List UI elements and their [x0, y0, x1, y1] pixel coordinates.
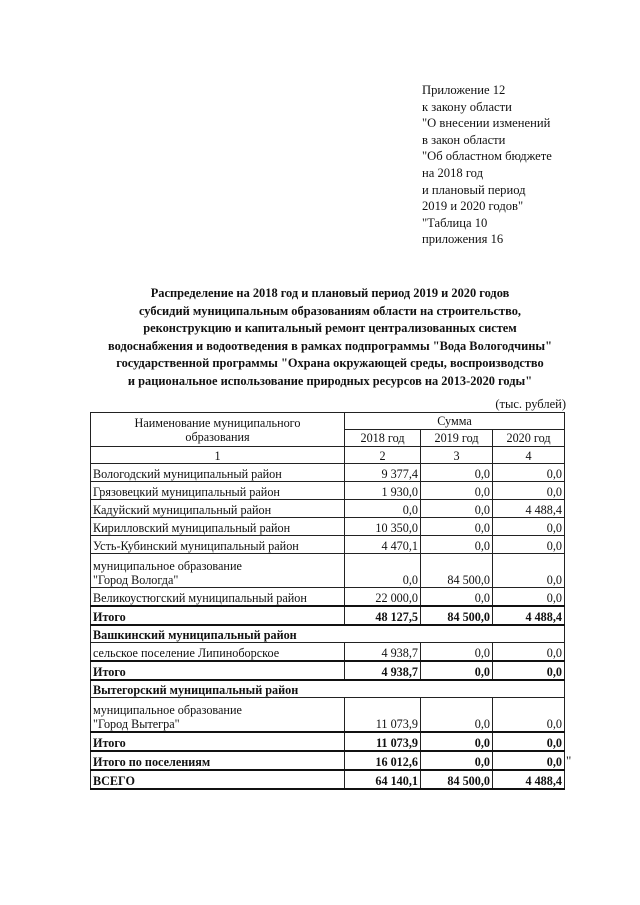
row-name: сельское поселение Липиноборское — [91, 643, 345, 662]
appendix-line: "Таблица 10 — [422, 215, 488, 230]
appendix-line: Приложение 12 — [422, 83, 506, 97]
value-2018: 9 377,4 — [345, 464, 421, 482]
header-year: 2020 год — [493, 430, 565, 447]
title-line: и рациональное использование природных ресурсов на 2013-2020 годы" — [127, 373, 533, 388]
appendix-block — [422, 82, 622, 248]
value-2020: 0,0 — [493, 588, 565, 607]
value-2019: 0,0 — [421, 518, 493, 536]
value-2020: 4 488,4 — [493, 500, 565, 518]
document-title — [60, 285, 600, 390]
row-name: Кирилловский муниципальный район — [91, 518, 345, 536]
value-2020: 0,0 — [493, 751, 565, 770]
value-2018: 22 000,0 — [345, 588, 421, 607]
appendix-line: приложения 16 — [422, 232, 504, 247]
col-index: 1 — [91, 447, 345, 464]
table-row — [91, 464, 565, 482]
col-index: 2 — [345, 447, 421, 464]
value-2020: 0,0 — [493, 518, 565, 536]
appendix-line: и плановый период — [422, 182, 526, 197]
value-2020: 0,0 — [493, 482, 565, 500]
value-2020: 0,0 — [493, 661, 565, 680]
subsidy-table — [90, 412, 565, 790]
value-2019: 0,0 — [421, 751, 493, 770]
value-2018: 4 938,7 — [345, 661, 421, 680]
row-name: Итого — [91, 732, 345, 751]
subtotal-row — [91, 732, 565, 751]
value-2020: 0,0 — [493, 698, 565, 733]
table-row — [91, 500, 565, 518]
row-name: Кадуйский муниципальный район — [91, 500, 345, 518]
value-2018: 11 073,9 — [345, 698, 421, 733]
value-2019: 0,0 — [421, 464, 493, 482]
row-name: Итого — [91, 661, 345, 680]
value-2018: 1 930,0 — [345, 482, 421, 500]
row-name: Великоустюгский муниципальный район — [91, 588, 345, 607]
appendix-line: "О внесении изменений — [422, 116, 551, 131]
table-row — [91, 536, 565, 554]
header-sum: Сумма — [345, 413, 565, 430]
title-line: реконструкцию и капитальный ремонт централизованных систем — [143, 321, 517, 335]
section-row — [91, 625, 565, 643]
row-name: муниципальное образование "Город Вытегра" — [91, 698, 345, 733]
appendix-line: на 2018 год — [422, 165, 484, 180]
closing-quote: " — [566, 753, 572, 768]
header-year: 2018 год — [345, 430, 421, 447]
value-2019: 0,0 — [421, 588, 493, 607]
value-2019: 84 500,0 — [421, 606, 493, 625]
value-2020: 0,0 — [493, 536, 565, 554]
value-2019: 84 500,0 — [421, 554, 493, 588]
table-row — [91, 698, 565, 733]
value-2018: 16 012,6 — [345, 751, 421, 770]
title-line: водоснабжения и водоотведения в рамках подпрограммы "Вода Вологодчины" — [108, 338, 552, 353]
value-2020: 0,0 — [493, 554, 565, 588]
section-title: Вытегорский муниципальный район — [91, 680, 565, 698]
value-2020: 0,0 — [493, 643, 565, 662]
value-2020: 4 488,4 — [493, 770, 565, 789]
value-2018: 0,0 — [345, 500, 421, 518]
appendix-line: в закон области — [422, 132, 506, 147]
value-2019: 0,0 — [421, 482, 493, 500]
table-row — [91, 518, 565, 536]
settlements-total-row — [91, 751, 565, 770]
value-2019: 0,0 — [421, 698, 493, 733]
row-name: Грязовецкий муниципальный район — [91, 482, 345, 500]
value-2019: 0,0 — [421, 732, 493, 751]
header-name: Наименование муниципального образования — [91, 413, 345, 447]
row-name: Вологодский муниципальный район — [91, 464, 345, 482]
grand-total-row — [91, 770, 565, 789]
value-2020: 0,0 — [493, 732, 565, 751]
table-row — [91, 643, 565, 662]
value-2019: 0,0 — [421, 661, 493, 680]
section-row — [91, 680, 565, 698]
table-row — [91, 482, 565, 500]
value-2018: 0,0 — [345, 554, 421, 588]
title-line: государственной программы "Охрана окружающей среды, воспроизводство — [116, 356, 544, 370]
col-index: 3 — [421, 447, 493, 464]
title-line: Распределение на 2018 год и плановый период 2019 и 2020 годов — [150, 286, 510, 300]
row-name: ВСЕГО — [91, 770, 345, 789]
units-label: (тыс. рублей) — [495, 397, 566, 411]
value-2019: 0,0 — [421, 536, 493, 554]
appendix-line: "Об областном бюджете — [422, 149, 552, 164]
row-name: муниципальное образование "Город Вологда" — [91, 554, 345, 588]
value-2018: 4 938,7 — [345, 643, 421, 662]
row-name: Усть-Кубинский муниципальный район — [91, 536, 345, 554]
value-2018: 10 350,0 — [345, 518, 421, 536]
value-2019: 84 500,0 — [421, 770, 493, 789]
value-2020: 4 488,4 — [493, 606, 565, 625]
value-2018: 11 073,9 — [345, 732, 421, 751]
col-index: 4 — [493, 447, 565, 464]
section-title: Вашкинский муниципальный район — [91, 625, 565, 643]
value-2019: 0,0 — [421, 500, 493, 518]
subtotal-row — [91, 606, 565, 625]
appendix-line: 2019 и 2020 годов" — [422, 199, 524, 214]
row-name: Итого по поселениям — [91, 751, 345, 770]
value-2019: 0,0 — [421, 643, 493, 662]
value-2018: 48 127,5 — [345, 606, 421, 625]
value-2020: 0,0 — [493, 464, 565, 482]
table-row — [91, 588, 565, 607]
header-year: 2019 год — [421, 430, 493, 447]
title-line: субсидий муниципальным образованиям области на строительство, — [138, 303, 522, 318]
table-row — [91, 554, 565, 588]
value-2018: 4 470,1 — [345, 536, 421, 554]
appendix-line: к закону области — [422, 99, 512, 114]
value-2018: 64 140,1 — [345, 770, 421, 789]
subtotal-row — [91, 661, 565, 680]
row-name: Итого — [91, 606, 345, 625]
